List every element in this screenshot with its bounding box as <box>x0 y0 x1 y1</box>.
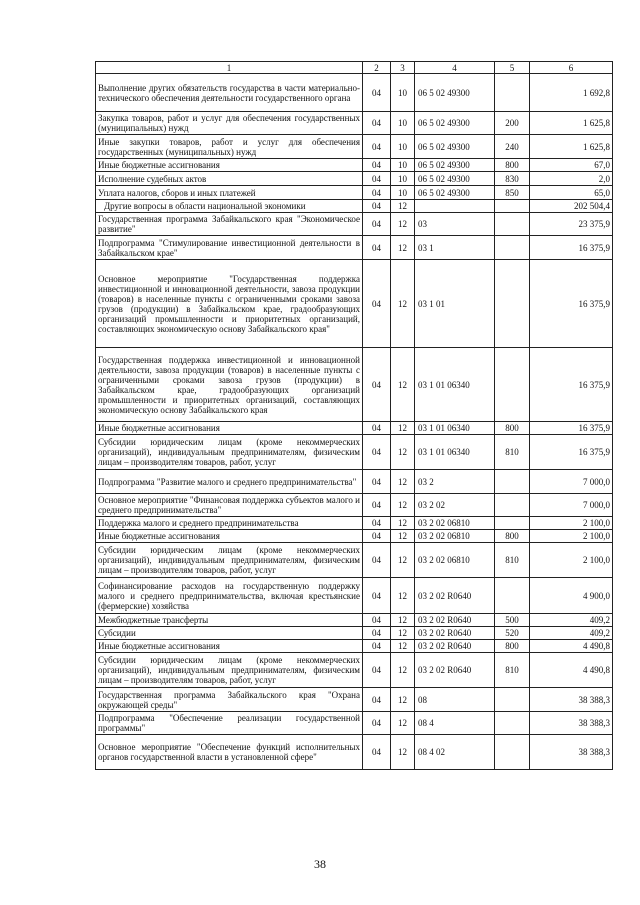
row-section-cell: 04 <box>363 348 391 422</box>
table-row <box>96 653 613 688</box>
header-cell: 1 <box>96 62 363 74</box>
row-subsection-cell: 12 <box>391 614 415 627</box>
table-row <box>96 200 613 213</box>
row-amount-cell: 38 388,3 <box>530 712 613 735</box>
row-name-cell: Иные бюджетные ассигнования <box>96 422 363 435</box>
row-section-cell: 04 <box>363 653 391 688</box>
row-amount-cell: 16 375,9 <box>530 435 613 470</box>
row-amount-cell: 2 100,0 <box>530 530 613 543</box>
row-name-cell: Субсидии юридическим лицам (кроме некоммерческих организаций), индивидуальным предпринимателям, физическим лицам – производителям товаров, работ, услуг <box>96 653 363 688</box>
table-row <box>96 74 613 112</box>
row-subsection-cell: 10 <box>391 172 415 186</box>
row-name-cell: Другие вопросы в области национальной экономики <box>96 200 363 213</box>
row-target-cell: 03 2 02 R0640 <box>415 653 495 688</box>
row-expense-type-cell <box>495 517 530 530</box>
row-target-cell: 06 5 02 49300 <box>415 135 495 159</box>
row-target-cell: 03 <box>415 213 495 236</box>
row-amount-cell: 16 375,9 <box>530 422 613 435</box>
row-section-cell: 04 <box>363 627 391 640</box>
row-name-cell: Государственная программа Забайкальского края "Экономическое развитие" <box>96 213 363 236</box>
row-subsection-cell: 12 <box>391 422 415 435</box>
table-row <box>96 578 613 614</box>
table-row <box>96 236 613 260</box>
row-amount-cell: 409,2 <box>530 627 613 640</box>
row-target-cell: 03 2 02 R0640 <box>415 627 495 640</box>
row-expense-type-cell: 520 <box>495 627 530 640</box>
row-expense-type-cell: 850 <box>495 186 530 200</box>
row-expense-type-cell <box>495 348 530 422</box>
row-amount-cell: 16 375,9 <box>530 260 613 348</box>
row-subsection-cell: 12 <box>391 543 415 578</box>
row-name-cell: Межбюджетные трансферты <box>96 614 363 627</box>
row-subsection-cell: 12 <box>391 627 415 640</box>
row-expense-type-cell <box>495 74 530 112</box>
table-row <box>96 614 613 627</box>
row-amount-cell: 7 000,0 <box>530 470 613 494</box>
row-expense-type-cell: 800 <box>495 159 530 172</box>
row-section-cell: 04 <box>363 200 391 213</box>
table-row <box>96 627 613 640</box>
row-section-cell: 04 <box>363 236 391 260</box>
table-row <box>96 422 613 435</box>
header-cell: 4 <box>415 62 495 74</box>
row-section-cell: 04 <box>363 159 391 172</box>
row-target-cell: 08 4 02 <box>415 735 495 770</box>
header-cell: 3 <box>391 62 415 74</box>
row-name-cell: Иные бюджетные ассигнования <box>96 530 363 543</box>
row-section-cell: 04 <box>363 422 391 435</box>
row-name-cell: Основное мероприятие "Обеспечение функций исполнительных органов государственной власти в установленной сфере" <box>96 735 363 770</box>
row-section-cell: 04 <box>363 186 391 200</box>
row-expense-type-cell <box>495 735 530 770</box>
row-section-cell: 04 <box>363 112 391 135</box>
page-number: 38 <box>314 857 326 871</box>
row-section-cell: 04 <box>363 530 391 543</box>
row-expense-type-cell <box>495 712 530 735</box>
row-section-cell: 04 <box>363 543 391 578</box>
row-section-cell: 04 <box>363 517 391 530</box>
table-row <box>96 640 613 653</box>
row-name-cell: Субсидии юридическим лицам (кроме некоммерческих организаций), индивидуальным предпринимателям, физическим лицам – производителям товаров, работ, услуг <box>96 435 363 470</box>
row-expense-type-cell: 810 <box>495 543 530 578</box>
row-name-cell: Иные закупки товаров, работ и услуг для обеспечения государственных (муниципальных) нужд <box>96 135 363 159</box>
row-subsection-cell: 12 <box>391 688 415 712</box>
row-name-cell: Подпрограмма "Обеспечение реализации государственной программы" <box>96 712 363 735</box>
row-amount-cell: 4 900,0 <box>530 578 613 614</box>
row-name-cell: Государственная программа Забайкальского края "Охрана окружающей среды" <box>96 688 363 712</box>
table-row <box>96 530 613 543</box>
row-amount-cell: 4 490,8 <box>530 640 613 653</box>
row-subsection-cell: 12 <box>391 517 415 530</box>
row-expense-type-cell <box>495 200 530 213</box>
row-target-cell: 08 <box>415 688 495 712</box>
row-name-cell: Иные бюджетные ассигнования <box>96 159 363 172</box>
row-subsection-cell: 10 <box>391 159 415 172</box>
row-subsection-cell: 12 <box>391 530 415 543</box>
row-expense-type-cell: 810 <box>495 435 530 470</box>
row-amount-cell: 65,0 <box>530 186 613 200</box>
row-name-cell: Иные бюджетные ассигнования <box>96 640 363 653</box>
row-name-cell: Закупка товаров, работ и услуг для обеспечения государственных (муниципальных) нужд <box>96 112 363 135</box>
row-section-cell: 04 <box>363 470 391 494</box>
row-amount-cell: 202 504,4 <box>530 200 613 213</box>
row-name-cell: Уплата налогов, сборов и иных платежей <box>96 186 363 200</box>
table-row <box>96 712 613 735</box>
row-subsection-cell: 12 <box>391 260 415 348</box>
row-name-cell: Субсидии юридическим лицам (кроме некоммерческих организаций), индивидуальным предпринимателям, физическим лицам – производителям товаров, работ, услуг <box>96 543 363 578</box>
row-expense-type-cell <box>495 688 530 712</box>
row-section-cell: 04 <box>363 260 391 348</box>
row-amount-cell: 67,0 <box>530 159 613 172</box>
row-expense-type-cell: 200 <box>495 112 530 135</box>
row-target-cell: 06 5 02 49300 <box>415 159 495 172</box>
table-row <box>96 494 613 517</box>
row-amount-cell: 4 490,8 <box>530 653 613 688</box>
row-subsection-cell: 12 <box>391 213 415 236</box>
row-name-cell: Основное мероприятие "Государственная поддержка инвестиционной и инновационной деятельности, завоза продукции (товаров) в населенные пункты с ограниченными сроками завоза грузов (продукции) в Забайкальском крае, градообразующих организаций промышленности и приоритетных организаций, составляющих экономическую основу Забайкальского края" <box>96 260 363 348</box>
row-name-cell: Субсидии <box>96 627 363 640</box>
row-amount-cell: 16 375,9 <box>530 236 613 260</box>
row-subsection-cell: 12 <box>391 494 415 517</box>
row-amount-cell: 1 692,8 <box>530 74 613 112</box>
row-subsection-cell: 12 <box>391 348 415 422</box>
row-expense-type-cell: 800 <box>495 640 530 653</box>
table-header-row <box>96 62 613 74</box>
table-row <box>96 159 613 172</box>
row-subsection-cell: 12 <box>391 236 415 260</box>
row-target-cell: 06 5 02 49300 <box>415 186 495 200</box>
budget-table <box>95 61 613 770</box>
row-expense-type-cell <box>495 578 530 614</box>
row-target-cell: 03 1 01 06340 <box>415 422 495 435</box>
row-name-cell: Поддержка малого и среднего предпринимательства <box>96 517 363 530</box>
row-subsection-cell: 10 <box>391 74 415 112</box>
table-row <box>96 213 613 236</box>
row-name-cell: Подпрограмма "Развитие малого и среднего предпринимательства" <box>96 470 363 494</box>
row-name-cell: Основное мероприятие "Финансовая поддержка субъектов малого и среднего предпринимательства" <box>96 494 363 517</box>
row-subsection-cell: 12 <box>391 640 415 653</box>
row-name-cell: Выполнение других обязательств государства в части материально-технического обеспечения деятельности государственного органа <box>96 74 363 112</box>
table-row <box>96 517 613 530</box>
row-section-cell: 04 <box>363 735 391 770</box>
table-row <box>96 735 613 770</box>
row-expense-type-cell <box>495 470 530 494</box>
row-subsection-cell: 12 <box>391 712 415 735</box>
row-target-cell: 03 2 02 <box>415 494 495 517</box>
row-target-cell: 03 1 01 06340 <box>415 435 495 470</box>
table-row <box>96 186 613 200</box>
row-amount-cell: 38 388,3 <box>530 688 613 712</box>
row-subsection-cell: 12 <box>391 470 415 494</box>
row-target-cell <box>415 200 495 213</box>
row-target-cell: 06 5 02 49300 <box>415 172 495 186</box>
row-amount-cell: 409,2 <box>530 614 613 627</box>
table-row <box>96 112 613 135</box>
row-expense-type-cell: 800 <box>495 422 530 435</box>
row-name-cell: Софинансирование расходов на государственную поддержку малого и среднего предпринимательства, включая крестьянские (фермерские) хозяйства <box>96 578 363 614</box>
row-subsection-cell: 12 <box>391 578 415 614</box>
row-expense-type-cell <box>495 236 530 260</box>
table-row <box>96 543 613 578</box>
row-target-cell: 06 5 02 49300 <box>415 112 495 135</box>
row-amount-cell: 1 625,8 <box>530 112 613 135</box>
row-expense-type-cell <box>495 213 530 236</box>
row-subsection-cell: 10 <box>391 112 415 135</box>
table-row <box>96 348 613 422</box>
row-amount-cell: 2,0 <box>530 172 613 186</box>
row-expense-type-cell: 240 <box>495 135 530 159</box>
row-amount-cell: 7 000,0 <box>530 494 613 517</box>
row-target-cell: 06 5 02 49300 <box>415 74 495 112</box>
row-target-cell: 03 2 02 06810 <box>415 517 495 530</box>
row-target-cell: 03 2 02 R0640 <box>415 614 495 627</box>
row-section-cell: 04 <box>363 578 391 614</box>
row-target-cell: 03 1 01 <box>415 260 495 348</box>
row-section-cell: 04 <box>363 172 391 186</box>
row-target-cell: 03 2 02 R0640 <box>415 578 495 614</box>
row-section-cell: 04 <box>363 135 391 159</box>
row-target-cell: 08 4 <box>415 712 495 735</box>
row-section-cell: 04 <box>363 213 391 236</box>
row-name-cell: Исполнение судебных актов <box>96 172 363 186</box>
row-amount-cell: 1 625,8 <box>530 135 613 159</box>
row-subsection-cell: 12 <box>391 435 415 470</box>
row-section-cell: 04 <box>363 435 391 470</box>
table-row <box>96 470 613 494</box>
row-section-cell: 04 <box>363 494 391 517</box>
header-cell: 2 <box>363 62 391 74</box>
row-amount-cell: 38 388,3 <box>530 735 613 770</box>
row-section-cell: 04 <box>363 74 391 112</box>
row-target-cell: 03 2 <box>415 470 495 494</box>
row-subsection-cell: 12 <box>391 735 415 770</box>
row-section-cell: 04 <box>363 640 391 653</box>
row-amount-cell: 16 375,9 <box>530 348 613 422</box>
table-row <box>96 135 613 159</box>
row-target-cell: 03 1 01 06340 <box>415 348 495 422</box>
row-expense-type-cell: 830 <box>495 172 530 186</box>
row-expense-type-cell <box>495 494 530 517</box>
row-subsection-cell: 12 <box>391 200 415 213</box>
header-cell: 6 <box>530 62 613 74</box>
row-name-cell: Подпрограмма "Стимулирование инвестиционной деятельности в Забайкальском крае" <box>96 236 363 260</box>
row-amount-cell: 23 375,9 <box>530 213 613 236</box>
row-target-cell: 03 1 <box>415 236 495 260</box>
row-expense-type-cell: 500 <box>495 614 530 627</box>
row-subsection-cell: 10 <box>391 135 415 159</box>
header-cell: 5 <box>495 62 530 74</box>
row-expense-type-cell <box>495 260 530 348</box>
row-expense-type-cell: 800 <box>495 530 530 543</box>
table-row <box>96 688 613 712</box>
row-name-cell: Государственная поддержка инвестиционной и инновационной деятельности, завоза продукции (товаров) в населенные пункты с ограниченными сроками завоза грузов (продукции) в Забайкальском крае, градообразующих организаций промышленности и приоритетных организаций, составляющих экономическую основу Забайкальского края <box>96 348 363 422</box>
table-row <box>96 260 613 348</box>
row-section-cell: 04 <box>363 688 391 712</box>
table-row <box>96 435 613 470</box>
row-subsection-cell: 10 <box>391 186 415 200</box>
row-section-cell: 04 <box>363 712 391 735</box>
row-section-cell: 04 <box>363 614 391 627</box>
row-amount-cell: 2 100,0 <box>530 517 613 530</box>
row-target-cell: 03 2 02 06810 <box>415 530 495 543</box>
row-subsection-cell: 12 <box>391 653 415 688</box>
row-expense-type-cell: 810 <box>495 653 530 688</box>
row-target-cell: 03 2 02 06810 <box>415 543 495 578</box>
row-target-cell: 03 2 02 R0640 <box>415 640 495 653</box>
table-row <box>96 172 613 186</box>
row-amount-cell: 2 100,0 <box>530 543 613 578</box>
